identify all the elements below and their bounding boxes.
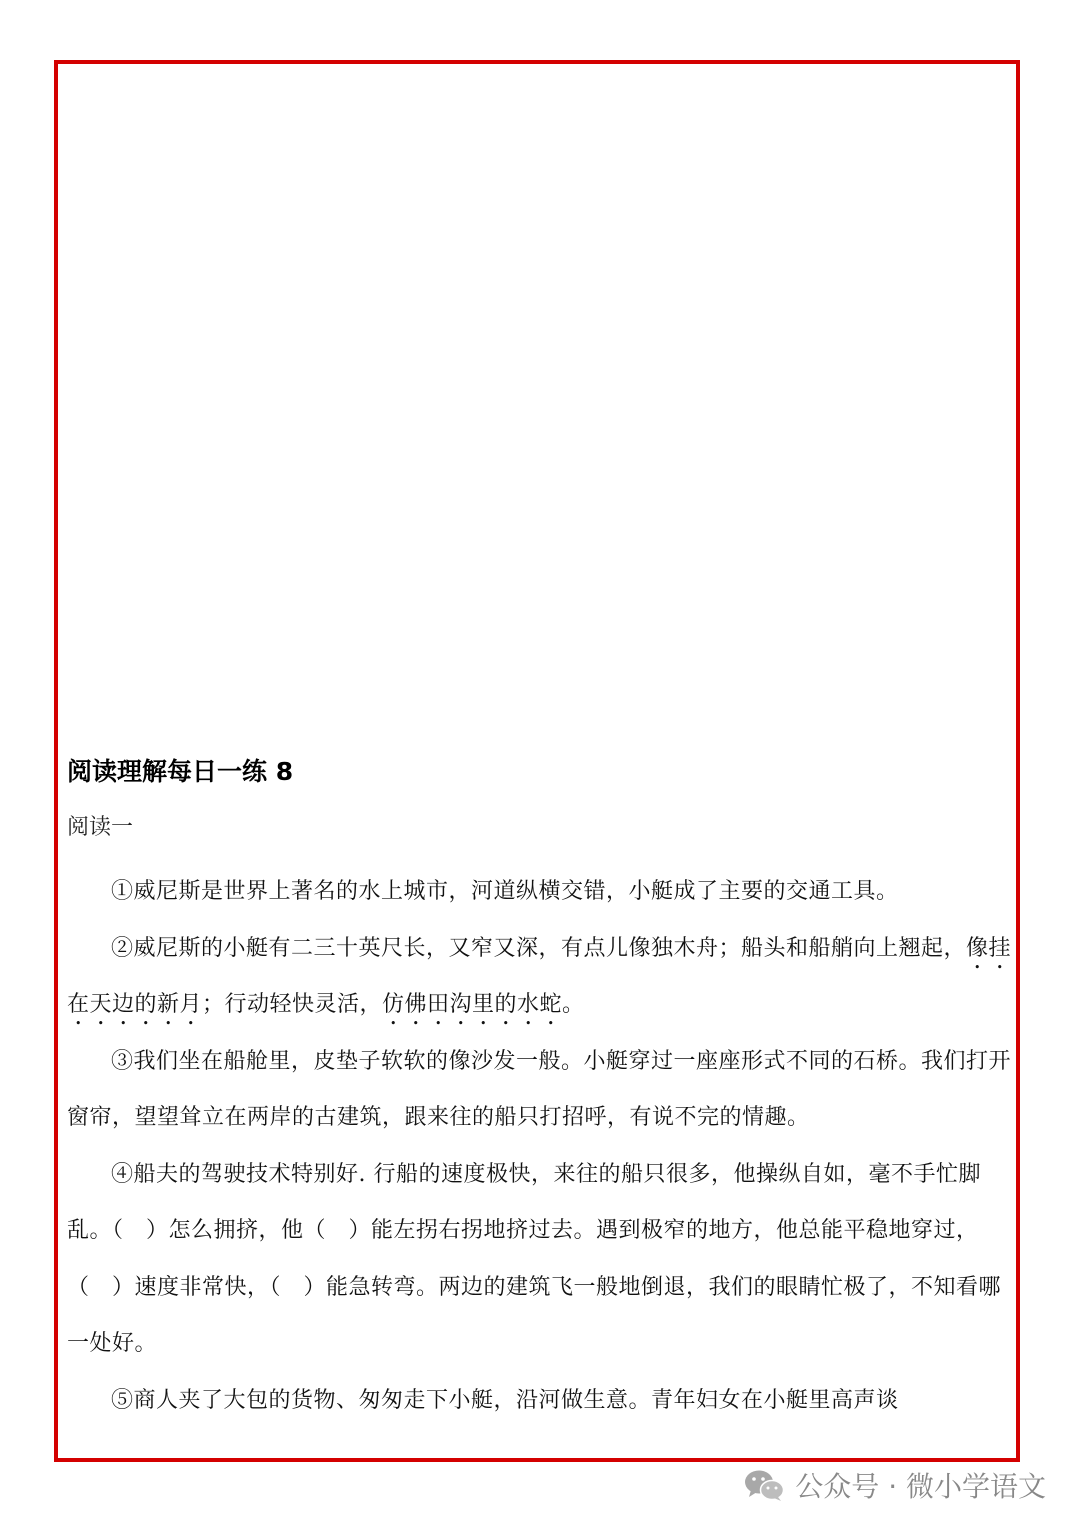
- paragraph-2-text-a: ②威尼斯的小艇有二三十英尺长，又窄又深，有点儿像独木舟；船头和船艄向上翘起，: [111, 935, 967, 961]
- paragraph-5: ⑤商人夹了大包的货物、匆匆走下小艇，沿河做生意。青年妇女在小艇里高声谈: [111, 1387, 899, 1413]
- paragraph-4: ④船夫的驾驶技术特别好. 行船的速度极快，来往的船只很多，他操纵自如，毫不手忙脚乱。（ ）怎么拥挤，他（ ）能左拐右拐地挤过去。遇到极窄的地方，他总能平稳地穿过，（ ）速度非常快，（ ）能急转弯。两边的建筑飞一般地倒退，我们的眼睛忙极了，不知看哪一处好。: [67, 1161, 1002, 1356]
- paragraph-1: ①威尼斯是世界上著名的水上城市，河道纵横交错，小艇成了主要的交通工具。: [111, 879, 899, 904]
- document-content: [67, 752, 1017, 1429]
- paragraph-2-text-b: ；行动轻快灵活，: [202, 992, 383, 1017]
- paragraph-3: ③我们坐在船舱里，皮垫子软软的像沙发一般。小艇穿过一座座形式不同的石桥。我们打开窗帘，望望耸立在两岸的古建筑，跟来往的船只打招呼，有说不完的情趣。: [67, 1048, 1012, 1130]
- section-label: 阅读一: [67, 815, 134, 840]
- paragraph-2-text-c: 。: [562, 992, 585, 1017]
- paragraph-2: [67, 921, 1017, 1034]
- watermark: [743, 1463, 1046, 1507]
- watermark-text: 公众号 · 微小学语文: [795, 1470, 1046, 1503]
- wechat-icon: [743, 1468, 785, 1502]
- paragraph-2-emphasis-1: 像挂在天边的新月: [67, 935, 1012, 1017]
- paragraph-2-emphasis-2: 仿佛田沟里的水蛇: [382, 992, 563, 1017]
- page-title: 阅读理解每日一练 8: [67, 757, 294, 786]
